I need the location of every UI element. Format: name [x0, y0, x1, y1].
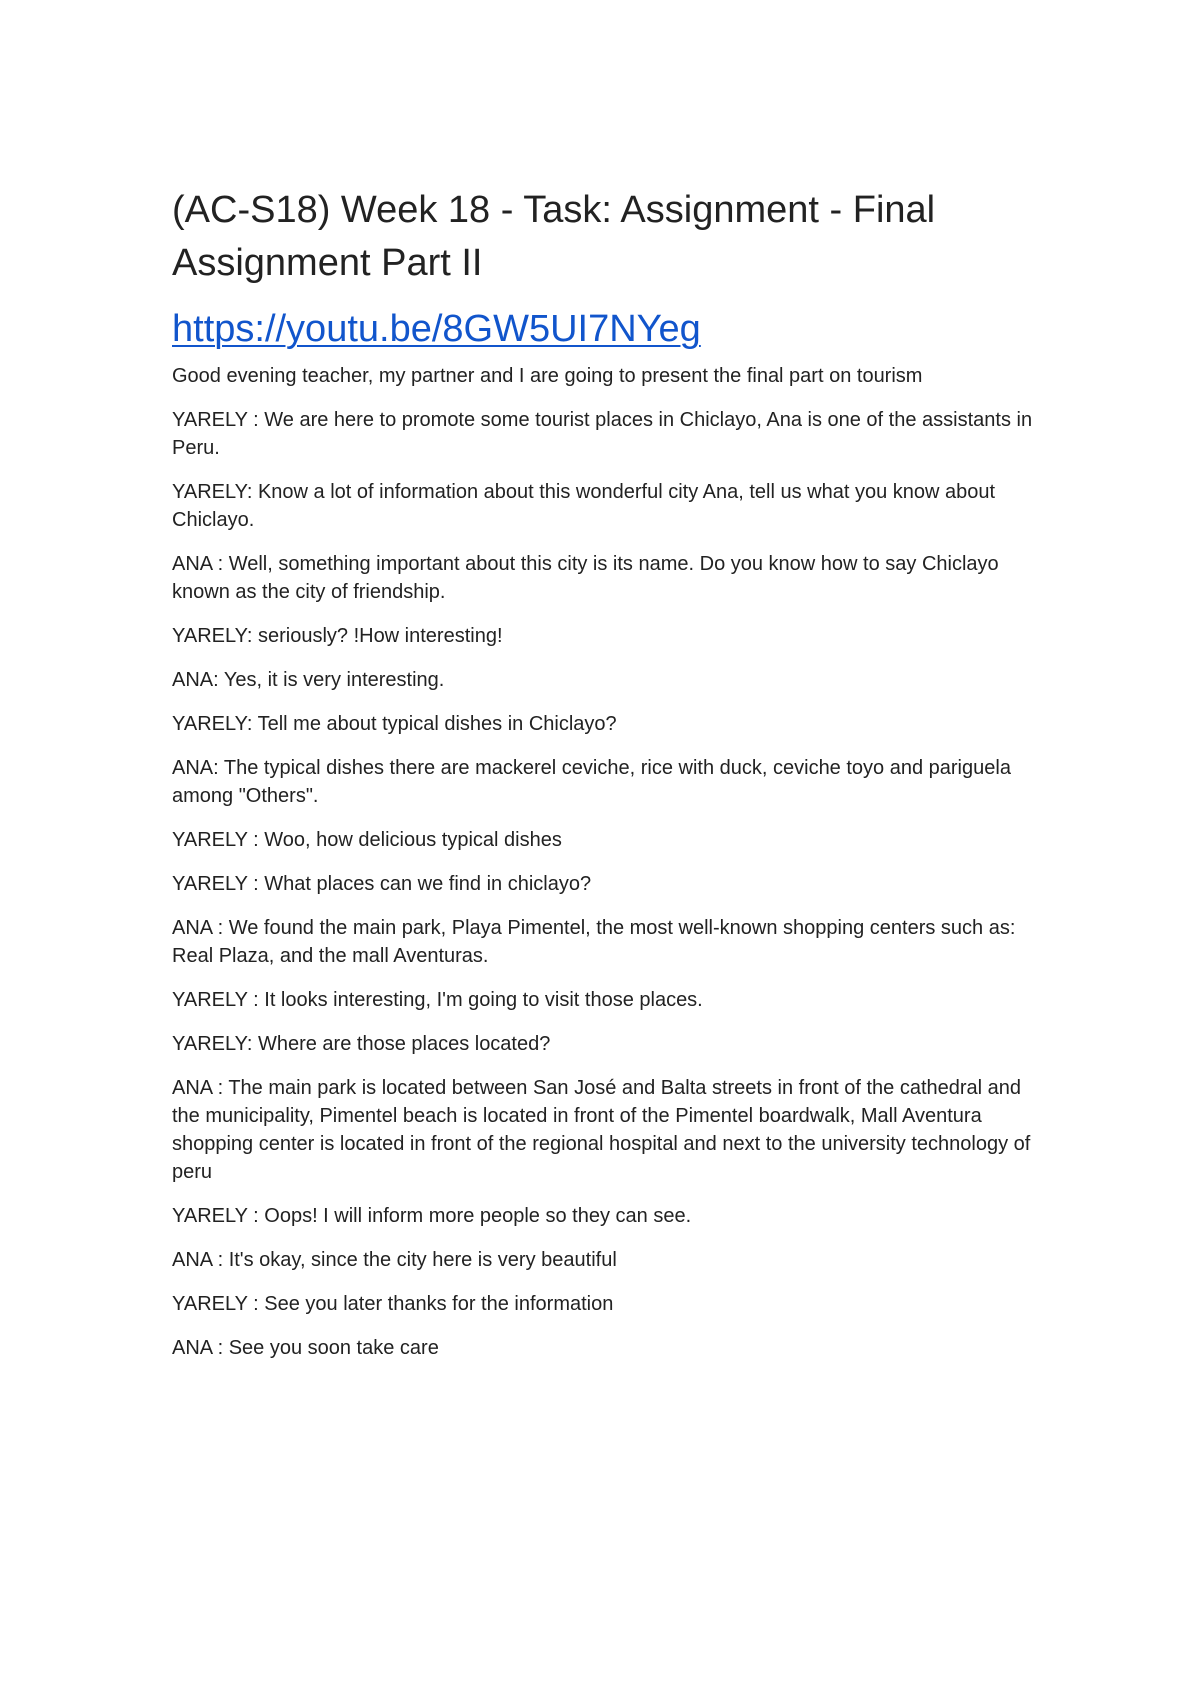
paragraph: YARELY: Tell me about typical dishes in Chiclayo?	[172, 713, 617, 735]
youtube-link[interactable]: https://youtu.be/8GW5UI7NYeg	[172, 308, 701, 350]
paragraph: YARELY : Woo, how delicious typical dishes	[172, 829, 562, 851]
paragraph: ANA : We found the main park, Playa Pimentel, the most well-known shopping centers such as: Real Plaza, and the mall Aventuras.	[172, 917, 1016, 967]
paragraph: Good evening teacher, my partner and I are going to present the final part on tourism	[172, 365, 923, 387]
paragraph: ANA : It's okay, since the city here is very beautiful	[172, 1249, 617, 1271]
paragraph: ANA : The main park is located between San José and Balta streets in front of the cathedral and the municipality, Pimentel beach is located in front of the Pimentel boardwalk, Mall Aventura shopping center is located in front of the regional hospital and next to the university technology of peru	[172, 1077, 1031, 1183]
paragraph: ANA : See you soon take care	[172, 1337, 439, 1359]
paragraph: YARELY: Where are those places located?	[172, 1033, 551, 1055]
paragraph: YARELY: seriously? !How interesting!	[172, 625, 503, 647]
document-page	[172, 184, 1052, 1378]
paragraph: ANA : Well, something important about this city is its name. Do you know how to say Chiclayo known as the city of friendship.	[172, 553, 999, 603]
paragraph: ANA: Yes, it is very interesting.	[172, 669, 445, 691]
paragraph: YARELY : What places can we find in chiclayo?	[172, 873, 592, 895]
paragraph: ANA: The typical dishes there are mackerel ceviche, rice with duck, ceviche toyo and pariguela among "Others".	[172, 757, 1011, 807]
paragraph: YARELY : It looks interesting, I'm going to visit those places.	[172, 989, 703, 1011]
paragraph: YARELY : Oops! I will inform more people so they can see.	[172, 1205, 692, 1227]
paragraph: YARELY: Know a lot of information about this wonderful city Ana, tell us what you know about Chiclayo.	[172, 481, 996, 531]
document-title: (AC-S18) Week 18 - Task: Assignment - Final Assignment Part II	[172, 189, 936, 284]
paragraph: YARELY : We are here to promote some tourist places in Chiclayo, Ana is one of the assistants in Peru.	[172, 409, 1033, 459]
paragraph: YARELY : See you later thanks for the information	[172, 1293, 614, 1315]
